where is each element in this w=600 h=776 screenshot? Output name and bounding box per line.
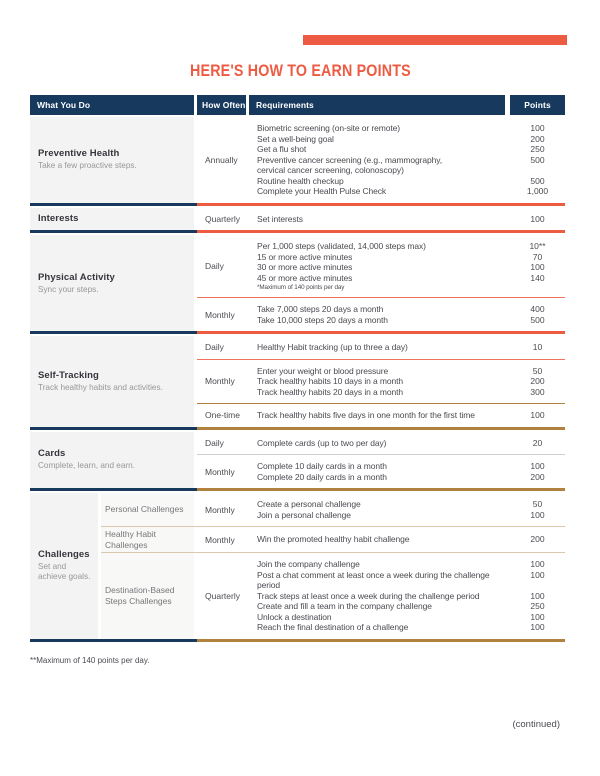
table-body	[30, 117, 565, 642]
requirements-block	[249, 117, 565, 203]
requirement-text: Track healthy habits 10 days in a month	[257, 376, 404, 386]
section-rows	[101, 493, 565, 639]
section-subtitle: Track healthy habits and activities.	[38, 382, 163, 392]
points-value: 300	[530, 386, 545, 397]
points-value: 100	[530, 559, 545, 569]
requirement-line	[249, 186, 565, 197]
requirements-block	[249, 336, 565, 359]
divider-right-segment	[197, 331, 565, 334]
requirement-text: Get a flu shot	[257, 144, 307, 154]
points-value: 140	[530, 272, 545, 283]
divider-right-segment	[197, 427, 565, 430]
requirement-line	[249, 144, 565, 155]
frequency-cell: Daily	[205, 261, 224, 271]
requirement-line	[249, 622, 565, 633]
requirement-text: Track healthy habits five days in one month for the first time	[257, 410, 475, 420]
divider-right-segment	[197, 639, 565, 642]
section-title: Challenges	[38, 549, 90, 561]
section-divider	[30, 639, 565, 642]
points-value: 10	[532, 342, 543, 352]
column-header-what-you-do: What You Do	[30, 95, 194, 115]
requirement-line	[249, 123, 565, 134]
points-value: 70	[532, 251, 543, 262]
section-rows	[197, 235, 565, 331]
requirement-text: Biometric screening (on-site or remote)	[257, 123, 401, 133]
points-value: 100	[530, 590, 545, 601]
category-cell	[30, 117, 194, 203]
section-subtitle: Complete, learn, and earn.	[38, 461, 135, 471]
divider-left-segment	[30, 230, 197, 233]
requirement-text: Complete 20 daily cards in a month	[257, 471, 387, 482]
page-title: HERE'S HOW TO EARN POINTS	[189, 61, 411, 80]
requirement-line	[249, 165, 565, 176]
points-value: 500	[530, 314, 545, 325]
requirements-block	[249, 404, 565, 427]
requirements-block	[249, 360, 565, 404]
challenge-type-label: Personal Challenges	[101, 493, 194, 526]
frequency-cell: Annually	[205, 154, 238, 165]
requirement-line	[249, 273, 565, 284]
divider-left-segment	[30, 331, 197, 334]
requirement-text: Set interests	[257, 213, 303, 224]
section-rows	[197, 432, 565, 489]
divider-left-segment	[30, 427, 197, 430]
requirement-line	[249, 410, 565, 421]
section-subtitle: Take a few proactive steps.	[38, 161, 137, 171]
requirement-line	[249, 510, 565, 521]
requirement-line	[249, 591, 565, 602]
requirements-block	[249, 298, 565, 331]
requirement-text: 30 or more active minutes	[257, 262, 353, 272]
requirement-text: Routine health checkup	[257, 175, 344, 186]
requirement-text: Take 7,000 steps 20 days a month	[257, 304, 384, 314]
category-cell	[30, 336, 194, 427]
requirement-text: Per 1,000 steps (validated, 14,000 steps max)	[257, 241, 426, 251]
divider-right-segment	[197, 230, 565, 233]
requirements-block	[249, 432, 565, 455]
requirement-line	[249, 366, 565, 377]
requirement-text: Track steps at least once a week during the challenge period	[257, 590, 480, 601]
frequency-cell: Monthly	[205, 309, 235, 320]
requirement-text: Healthy Habit tracking (up to three a day)	[257, 342, 408, 352]
points-value: 100	[530, 262, 545, 272]
points-value: 100	[530, 461, 545, 471]
challenge-type-label: Healthy Habit Challenges	[101, 527, 194, 552]
table-section	[30, 208, 565, 231]
points-value: 50	[532, 499, 543, 509]
requirement-line	[249, 155, 565, 166]
divider-left-segment	[30, 203, 197, 206]
column-header-requirements: Requirements	[249, 95, 505, 115]
requirement-line	[249, 342, 565, 353]
frequency-row	[197, 455, 565, 488]
category-cell	[30, 235, 194, 331]
points-value: 10**	[529, 241, 546, 251]
frequency-row	[197, 298, 565, 331]
section-rows	[197, 208, 565, 231]
table-section	[30, 432, 565, 489]
requirement-text: Take 10,000 steps 20 days a month	[257, 314, 388, 325]
requirement-line	[249, 612, 565, 623]
section-divider	[30, 331, 565, 334]
frequency-cell: Monthly	[205, 466, 235, 477]
frequency-cell: One-time	[205, 410, 240, 421]
points-table	[30, 95, 565, 665]
frequency-row	[101, 553, 565, 639]
requirement-line	[249, 570, 565, 581]
requirements-block	[249, 553, 565, 639]
requirements-block	[249, 527, 565, 552]
requirement-text: Create and fill a team in the company challenge	[257, 601, 432, 611]
footnote: **Maximum of 140 points per day.	[30, 655, 150, 665]
accent-bar	[303, 35, 567, 45]
requirement-line	[249, 134, 565, 145]
points-value: 500	[530, 154, 545, 165]
frequency-cell: Quarterly	[205, 590, 240, 601]
requirement-line	[249, 315, 565, 326]
requirement-line	[249, 534, 565, 545]
requirement-text: Join a personal challenge	[257, 509, 351, 520]
section-title: Interests	[38, 213, 79, 225]
frequency-cell: Monthly	[205, 376, 235, 387]
points-value: 1,000	[526, 186, 549, 196]
section-subtitle: Set and achieve goals.	[38, 562, 91, 582]
requirement-text: Complete cards (up to two per day)	[257, 437, 387, 448]
requirement-line	[249, 252, 565, 263]
points-value: 400	[530, 304, 545, 314]
frequency-row	[197, 208, 565, 231]
requirements-block	[249, 455, 565, 488]
column-header-how-often: How Often	[197, 95, 246, 115]
divider-right-segment	[197, 488, 565, 491]
requirement-text: Enter your weight or blood pressure	[257, 365, 389, 376]
section-divider	[30, 427, 565, 430]
points-value: 200	[530, 376, 545, 386]
requirements-block	[249, 235, 565, 297]
requirement-line	[249, 376, 565, 387]
category-cell	[30, 208, 194, 231]
section-title: Preventive Health	[38, 148, 120, 160]
points-value: 100	[530, 123, 545, 133]
requirement-line	[249, 176, 565, 187]
requirements-block	[249, 208, 565, 231]
frequency-cell: Daily	[205, 437, 224, 448]
frequency-row	[197, 432, 565, 455]
frequency-row	[197, 336, 565, 359]
requirement-line	[249, 438, 565, 449]
points-value: 200	[530, 534, 545, 545]
requirement-line	[249, 214, 565, 225]
section-divider	[30, 203, 565, 206]
requirement-text: Set a well-being goal	[257, 133, 334, 144]
requirement-footnote: *Maximum of 140 points per day	[257, 284, 345, 291]
requirement-line	[249, 559, 565, 570]
section-divider	[30, 488, 565, 491]
requirement-line	[249, 472, 565, 483]
points-value: 100	[530, 622, 545, 632]
points-value: 100	[530, 569, 545, 580]
points-value: 50	[532, 365, 543, 376]
requirement-text: 15 or more active minutes	[257, 251, 353, 262]
continued-label: (continued)	[512, 719, 560, 730]
divider-right-segment	[197, 203, 565, 206]
requirement-line	[249, 387, 565, 398]
requirement-text: cervical cancer screening, colonoscopy)	[257, 165, 404, 175]
table-section	[30, 336, 565, 427]
frequency-row	[197, 235, 565, 297]
requirement-text: Track healthy habits 20 days in a month	[257, 386, 404, 397]
requirement-text: Reach the final destination of a challenge	[257, 622, 409, 632]
requirement-line	[249, 580, 565, 591]
divider-left-segment	[30, 639, 197, 642]
requirement-text: Win the promoted healthy habit challenge	[257, 534, 410, 545]
section-rows	[197, 336, 565, 427]
requirement-text: Complete 10 daily cards in a month	[257, 461, 387, 471]
frequency-row	[197, 360, 565, 404]
table-section	[30, 117, 565, 203]
points-value: 500	[530, 175, 545, 186]
points-value: 200	[530, 471, 545, 482]
requirement-line	[249, 241, 565, 252]
points-value: 100	[530, 611, 545, 622]
section-rows	[197, 117, 565, 203]
requirement-line	[249, 284, 565, 291]
points-value: 200	[530, 133, 545, 144]
requirement-line	[249, 262, 565, 273]
requirements-block	[249, 493, 565, 526]
points-value: 250	[530, 601, 545, 611]
requirement-text: Complete your Health Pulse Check	[257, 186, 387, 196]
challenge-type-label: Destination-Based Steps Challenges	[101, 553, 194, 639]
section-title: Self-Tracking	[38, 369, 99, 381]
points-value: 100	[530, 213, 545, 224]
category-cell	[30, 432, 194, 489]
frequency-cell: Monthly	[205, 534, 235, 545]
column-header-points: Points	[510, 95, 565, 115]
section-title: Physical Activity	[38, 271, 115, 283]
requirement-text: period	[257, 580, 281, 590]
table-section	[30, 235, 565, 331]
requirement-text: Create a personal challenge	[257, 499, 361, 509]
category-cell	[30, 493, 98, 639]
frequency-cell: Monthly	[205, 504, 235, 515]
section-title: Cards	[38, 448, 66, 460]
frequency-cell: Quarterly	[205, 213, 240, 224]
section-subtitle: Sync your steps.	[38, 284, 99, 294]
frequency-row	[101, 493, 565, 526]
points-value: 100	[530, 509, 545, 520]
frequency-row	[101, 527, 565, 552]
points-value: 20	[532, 437, 543, 448]
points-value: 250	[530, 144, 545, 154]
requirement-line	[249, 499, 565, 510]
section-divider	[30, 230, 565, 233]
requirement-line	[249, 461, 565, 472]
frequency-cell: Daily	[205, 342, 224, 353]
requirement-text: Unlock a destination	[257, 611, 332, 622]
requirement-text: 45 or more active minutes	[257, 272, 353, 283]
frequency-row	[197, 117, 565, 203]
points-value: 100	[530, 410, 545, 420]
table-header-row	[30, 95, 565, 115]
requirement-text: Join the company challenge	[257, 559, 360, 569]
requirement-text: Preventive cancer screening (e.g., mammography,	[257, 154, 443, 165]
requirement-line	[249, 304, 565, 315]
requirement-line	[249, 601, 565, 612]
table-section	[30, 493, 565, 639]
frequency-row	[197, 404, 565, 427]
divider-left-segment	[30, 488, 197, 491]
requirement-text: Post a chat comment at least once a week during the challenge	[257, 569, 490, 580]
